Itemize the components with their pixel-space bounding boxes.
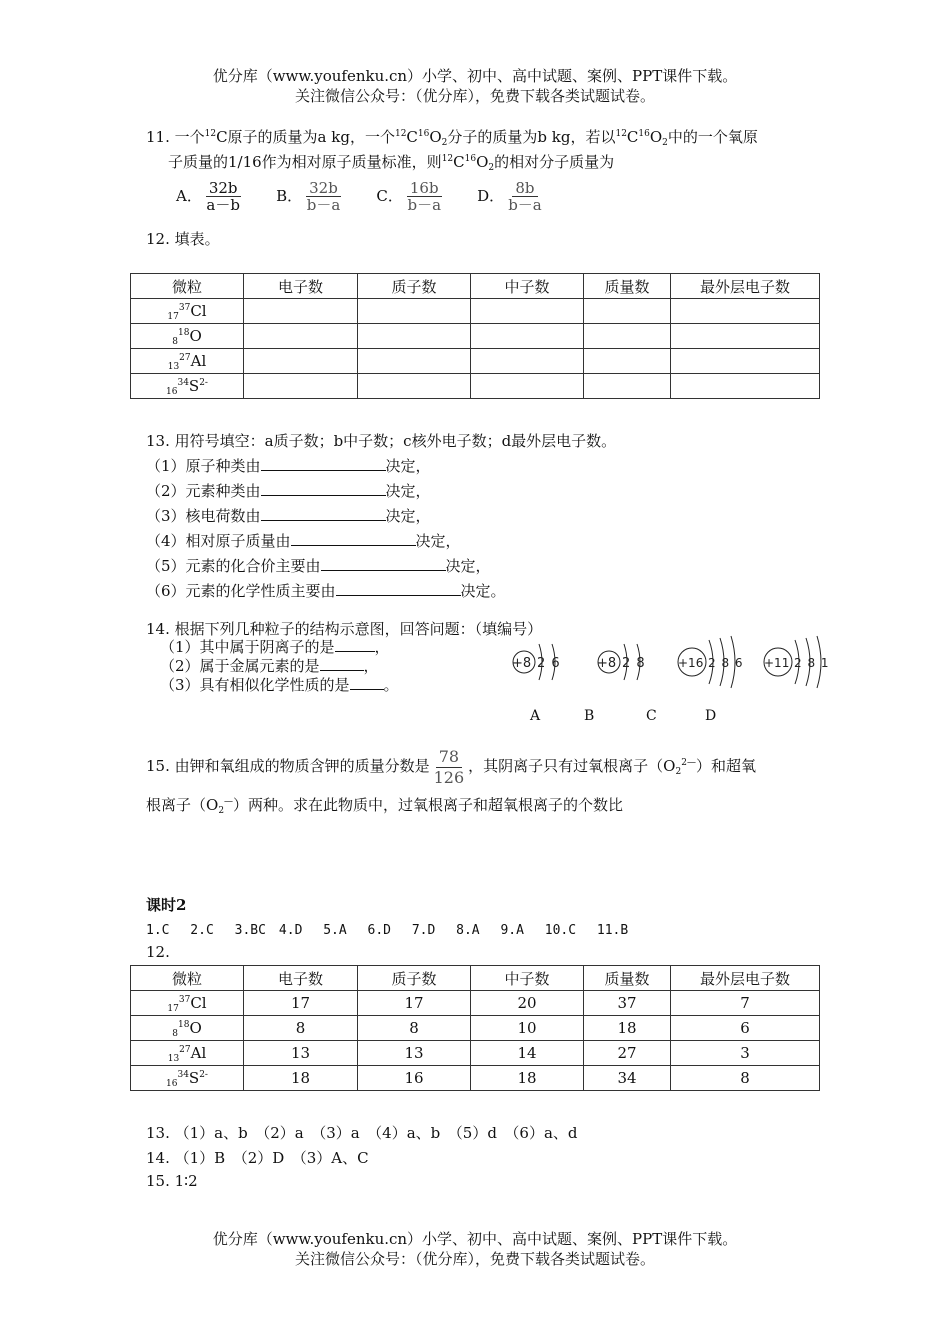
atom-diagram-c — [678, 636, 744, 688]
particle-s: $_{16}^{34}S^{2-}$ — [131, 374, 244, 399]
answers-q12-table — [130, 965, 820, 1091]
q14-item-2: （2）属于金属元素的是 ， — [160, 657, 379, 675]
blank-cell[interactable] — [671, 299, 820, 324]
blank-cell[interactable] — [471, 374, 584, 399]
answer-blank[interactable] — [350, 675, 384, 690]
answers-q14: 14. （1）B （2）D （3）A、C — [146, 1149, 369, 1167]
blank-cell[interactable] — [471, 349, 584, 374]
answer-blank[interactable] — [261, 481, 386, 496]
answer-blank[interactable] — [321, 556, 446, 571]
diagram-label-d: D — [705, 708, 717, 724]
table-row — [131, 299, 820, 324]
table-row: $_{17}^{37}$Cl 17 17 20 37 7 — [131, 991, 820, 1016]
q15-line-1: 15. 由钾和氧组成的物质含钾的质量分数是 $\frac{78}{126}$ ，其阴离子只有过氧根离子$(O_2^{2—})$和超氧 — [146, 746, 756, 787]
svg-text:+16: +16 — [678, 656, 704, 670]
q13-title: 13. 用符号填空：a质子数；b中子数；c核外电子数；d最外层电子数。 — [146, 432, 617, 450]
diagram-label-c: C — [646, 708, 657, 724]
blank-cell[interactable] — [671, 374, 820, 399]
q12-title: 12. 填表。 — [146, 230, 220, 248]
atom-structure-diagrams — [505, 632, 835, 692]
table-row: $_{13}^{27}$Al 13 13 14 27 3 — [131, 1041, 820, 1066]
table-row — [131, 374, 820, 399]
particle-o: $_8^{18}$O — [131, 324, 244, 349]
blank-cell[interactable] — [584, 349, 671, 374]
svg-text:2 6: 2 6 — [537, 656, 561, 671]
atom-diagram-d — [764, 636, 830, 688]
q13-item-4: （4）相对原子质量由 决定， — [146, 532, 461, 550]
q14-item-1: （1）其中属于阴离子的是 ， — [160, 638, 390, 656]
blank-cell[interactable] — [471, 299, 584, 324]
q13-item-1: （1）原子种类由 决定， — [146, 457, 431, 475]
answers-q12-label: 12. — [146, 943, 170, 961]
blank-cell[interactable] — [358, 299, 471, 324]
table-row: $_{16}^{34}S^{2-}$ 18 16 18 34 8 — [131, 1066, 820, 1091]
header-line-2: 关注微信公众号：（优分库），免费下载各类试题试卷。 — [294, 87, 655, 105]
answer-blank[interactable] — [261, 506, 386, 521]
q11-line-2: 子质量的1/16作为相对原子质量标准，则$^{12}C^{16}O_2$的相对分子质量为 — [168, 153, 615, 173]
q13-item-3: （3）核电荷数由 决定， — [146, 507, 431, 525]
q15-line-2: 根离子$(O_2^—)$两种。求在此物质中，过氧根离子和超氧根离子的个数比 — [146, 796, 624, 816]
svg-text:+11: +11 — [764, 656, 790, 670]
table-row — [131, 324, 820, 349]
option-c: C． $\frac{16b}{b-a}$ — [376, 179, 442, 214]
svg-text:2 8 1: 2 8 1 — [794, 656, 830, 670]
q13-item-2: （2）元素种类由 决定， — [146, 482, 431, 500]
answers-mc: 1.C 2.C 3.BC 4.D 5.A 6.D 7.D 8.A 9.A 10.C 11.B — [146, 923, 629, 938]
footer-line-2: 关注微信公众号：（优分库），免费下载各类试题试卷。 — [294, 1250, 655, 1268]
q14-title: 14. 根据下列几种粒子的结构示意图，回答问题：（填编号） — [146, 620, 543, 638]
blank-cell[interactable] — [244, 349, 358, 374]
blank-cell[interactable] — [358, 324, 471, 349]
particle-cl: $_{17}^{37}$Cl — [131, 299, 244, 324]
blank-cell[interactable] — [671, 324, 820, 349]
q12-table — [130, 273, 820, 399]
blank-cell[interactable] — [358, 374, 471, 399]
blank-cell[interactable] — [584, 299, 671, 324]
answers-q15: 15. 1∶2 — [146, 1172, 198, 1190]
q13-item-6: （6）元素的化学性质主要由 决定。 — [146, 582, 506, 600]
blank-cell[interactable] — [358, 349, 471, 374]
blank-cell[interactable] — [471, 324, 584, 349]
diagram-label-a: A — [530, 708, 541, 724]
answers-title: 课时2 — [146, 896, 187, 914]
svg-text:2 8 6: 2 8 6 — [708, 656, 744, 670]
answers-q13: 13. （1）a、b （2）a （3）a （4）a、b （5）d （6）a、d — [146, 1124, 578, 1142]
blank-cell[interactable] — [244, 374, 358, 399]
option-b: B． $\frac{32b}{b-a}$ — [276, 179, 341, 214]
table-header-row: 微粒 电子数 质子数 中子数 质量数 最外层电子数 — [131, 966, 820, 991]
q14-item-3: （3）具有相似化学性质的是 。 — [160, 676, 399, 694]
table-row — [131, 349, 820, 374]
answer-blank[interactable] — [335, 637, 375, 652]
svg-text:2 8: 2 8 — [622, 656, 646, 671]
particle-al: $_{13}^{27}$Al — [131, 349, 244, 374]
atom-diagram-b — [597, 644, 646, 680]
option-a: A． $\frac{32b}{a-b}$ — [176, 179, 240, 214]
diagram-label-b: B — [584, 708, 595, 724]
blank-cell[interactable] — [584, 374, 671, 399]
answer-blank[interactable] — [336, 581, 461, 596]
answer-blank[interactable] — [261, 456, 386, 471]
answer-blank[interactable] — [291, 531, 416, 546]
atom-diagram-a — [512, 644, 561, 680]
blank-cell[interactable] — [671, 349, 820, 374]
svg-text:+8: +8 — [597, 656, 617, 671]
q13-item-5: （5）元素的化合价主要由 决定， — [146, 557, 491, 575]
q11-options — [176, 180, 546, 213]
table-header-row: 微粒 电子数 质子数 中子数 质量数 最外层电子数 — [131, 274, 820, 299]
svg-text:+8: +8 — [512, 656, 532, 671]
blank-cell[interactable] — [244, 299, 358, 324]
option-d: D． $\frac{8b}{b-a}$ — [477, 179, 542, 214]
header-line-1: 优分库（www.youfenku.cn）小学、初中、高中试题、案例、PPT课件下载。 — [212, 67, 738, 85]
answer-blank[interactable] — [320, 656, 364, 671]
table-row: $_8^{18}$O 8 8 10 18 6 — [131, 1016, 820, 1041]
blank-cell[interactable] — [244, 324, 358, 349]
footer-line-1: 优分库（www.youfenku.cn）小学、初中、高中试题、案例、PPT课件下载。 — [212, 1230, 738, 1248]
q11-line-1: 11. 一个$^{12}$C原子的质量为a kg，一个$^{12}C^{16}O_2$分子的质量为b kg，若以$^{12}C^{16}O_2$中的一个氧原 — [146, 128, 758, 148]
blank-cell[interactable] — [584, 324, 671, 349]
